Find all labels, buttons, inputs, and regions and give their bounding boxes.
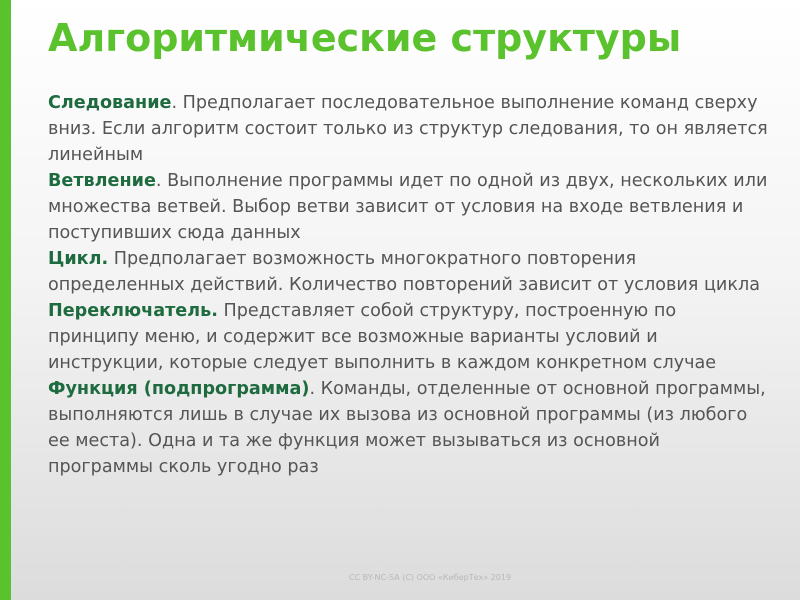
item-text: . Выполнение программы идет по одной из двух, нескольких или множества ветвей. Выбор ветви зависит от условия на входе ветвления и поступивших сюда данных xyxy=(48,171,768,243)
item-term: Ветвление xyxy=(48,171,156,191)
license-footer: CC BY-NC-SA (C) ООО «КиберТех» 2019 xyxy=(348,573,512,582)
item-text: Представляет собой структуру, построенную по принципу меню, и содержит все возможные варианты условий и инструкции, которые следует выполнить в каждом конкретном случае xyxy=(48,301,717,373)
item-text: . Предполагает последовательное выполнение команд сверху вниз. Если алгоритм состоит только из структур следования, то он является линейным xyxy=(48,93,768,165)
slide-title: Алгоритмические структуры xyxy=(48,16,682,60)
item-term: Цикл. xyxy=(48,249,109,269)
item-term: Следование xyxy=(48,93,172,113)
slide-content xyxy=(48,90,768,480)
item-function xyxy=(48,376,768,480)
item-text: . Команды, отделенные от основной программы, выполняются лишь в случае их вызова из основной программы (из любого ее места). Одна и та же функция может вызываться из основной программы сколь угодно раз xyxy=(48,379,766,477)
item-term: Функция (подпрограмма) xyxy=(48,379,310,399)
item-branching xyxy=(48,168,768,246)
accent-bar xyxy=(0,0,11,600)
item-text: Предполагает возможность многократного повторения определенных действий. Количество повторений зависит от условия цикла xyxy=(48,249,761,295)
item-loop xyxy=(48,246,768,298)
item-switch xyxy=(48,298,768,376)
item-sequence xyxy=(48,90,768,168)
item-term: Переключатель. xyxy=(48,301,218,321)
